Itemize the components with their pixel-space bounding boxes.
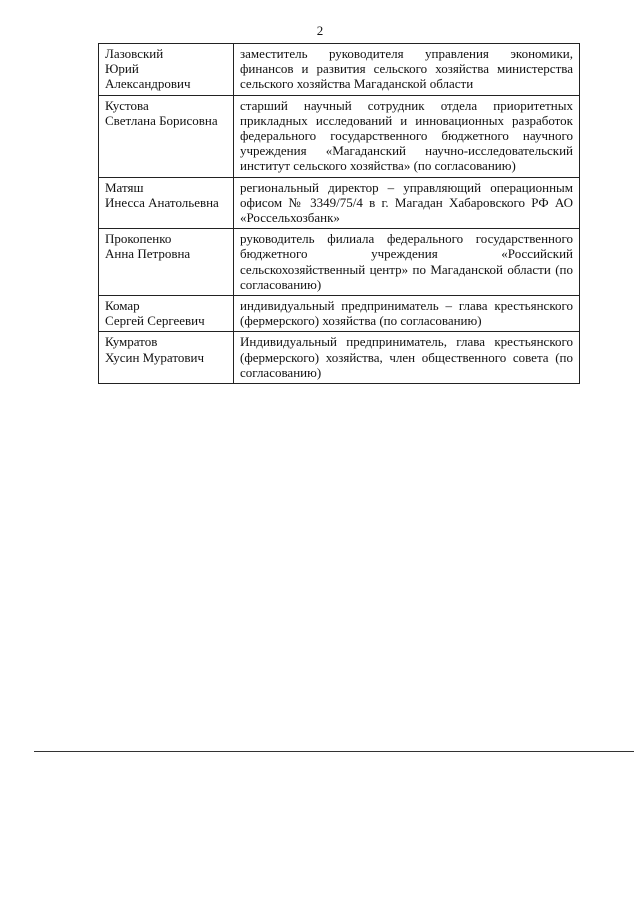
member-full-name: Инесса Анатольевна — [105, 194, 219, 210]
member-role: региональный директор – управляющий операционным офисом № 3349/75/4 в г. Магадан Хабаровского РФ АО «Россельхозбанк» — [234, 177, 580, 229]
member-name-cell — [99, 44, 234, 96]
member-surname: Кумратов — [105, 334, 158, 350]
member-surname: Кустова — [105, 97, 149, 113]
member-full-name: Сергей Сергеевич — [105, 313, 205, 329]
member-surname: Матяш — [105, 179, 144, 195]
member-surname: Прокопенко — [105, 231, 172, 247]
table-row — [99, 296, 580, 332]
footer-divider — [34, 751, 634, 752]
table-row — [99, 44, 580, 96]
table-row — [99, 332, 580, 384]
table-row — [99, 177, 580, 229]
table-row — [99, 229, 580, 296]
member-given-name: Юрий — [105, 61, 139, 77]
member-surname: Комар — [105, 298, 140, 314]
member-name-cell — [99, 229, 234, 296]
members-table — [98, 43, 580, 384]
member-full-name: Светлана Борисовна — [105, 112, 218, 128]
member-full-name: Анна Петровна — [105, 246, 191, 262]
member-role: заместитель руководителя управления экономики, финансов и развития сельского хозяйства министерства сельского хозяйства Магаданской области — [234, 44, 580, 96]
member-role: Индивидуальный предприниматель, глава крестьянского (фермерского) хозяйства, член общественного совета (по согласованию) — [234, 332, 580, 384]
member-name-cell — [99, 332, 234, 384]
member-name-cell — [99, 177, 234, 229]
table-row — [99, 95, 580, 177]
member-patronymic: Александрович — [105, 76, 191, 92]
page-number: 2 — [316, 23, 324, 38]
member-role: индивидуальный предприниматель – глава крестьянского (фермерского) хозяйства (по согласованию) — [234, 296, 580, 332]
member-name-cell — [99, 95, 234, 177]
member-full-name: Хусин Муратович — [105, 349, 204, 365]
member-role: старший научный сотрудник отдела приоритетных прикладных исследований и инновационных разработок федерального государственного бюджетного научного учреждения «Магаданский научно-исследовательский институт сельского хозяйства» (по согласованию) — [234, 95, 580, 177]
member-role: руководитель филиала федерального государственного бюджетного учреждения «Российский сельскохозяйственный центр» по Магаданской области (по согласованию) — [234, 229, 580, 296]
member-name-cell — [99, 296, 234, 332]
member-surname: Лазовский — [105, 46, 164, 61]
